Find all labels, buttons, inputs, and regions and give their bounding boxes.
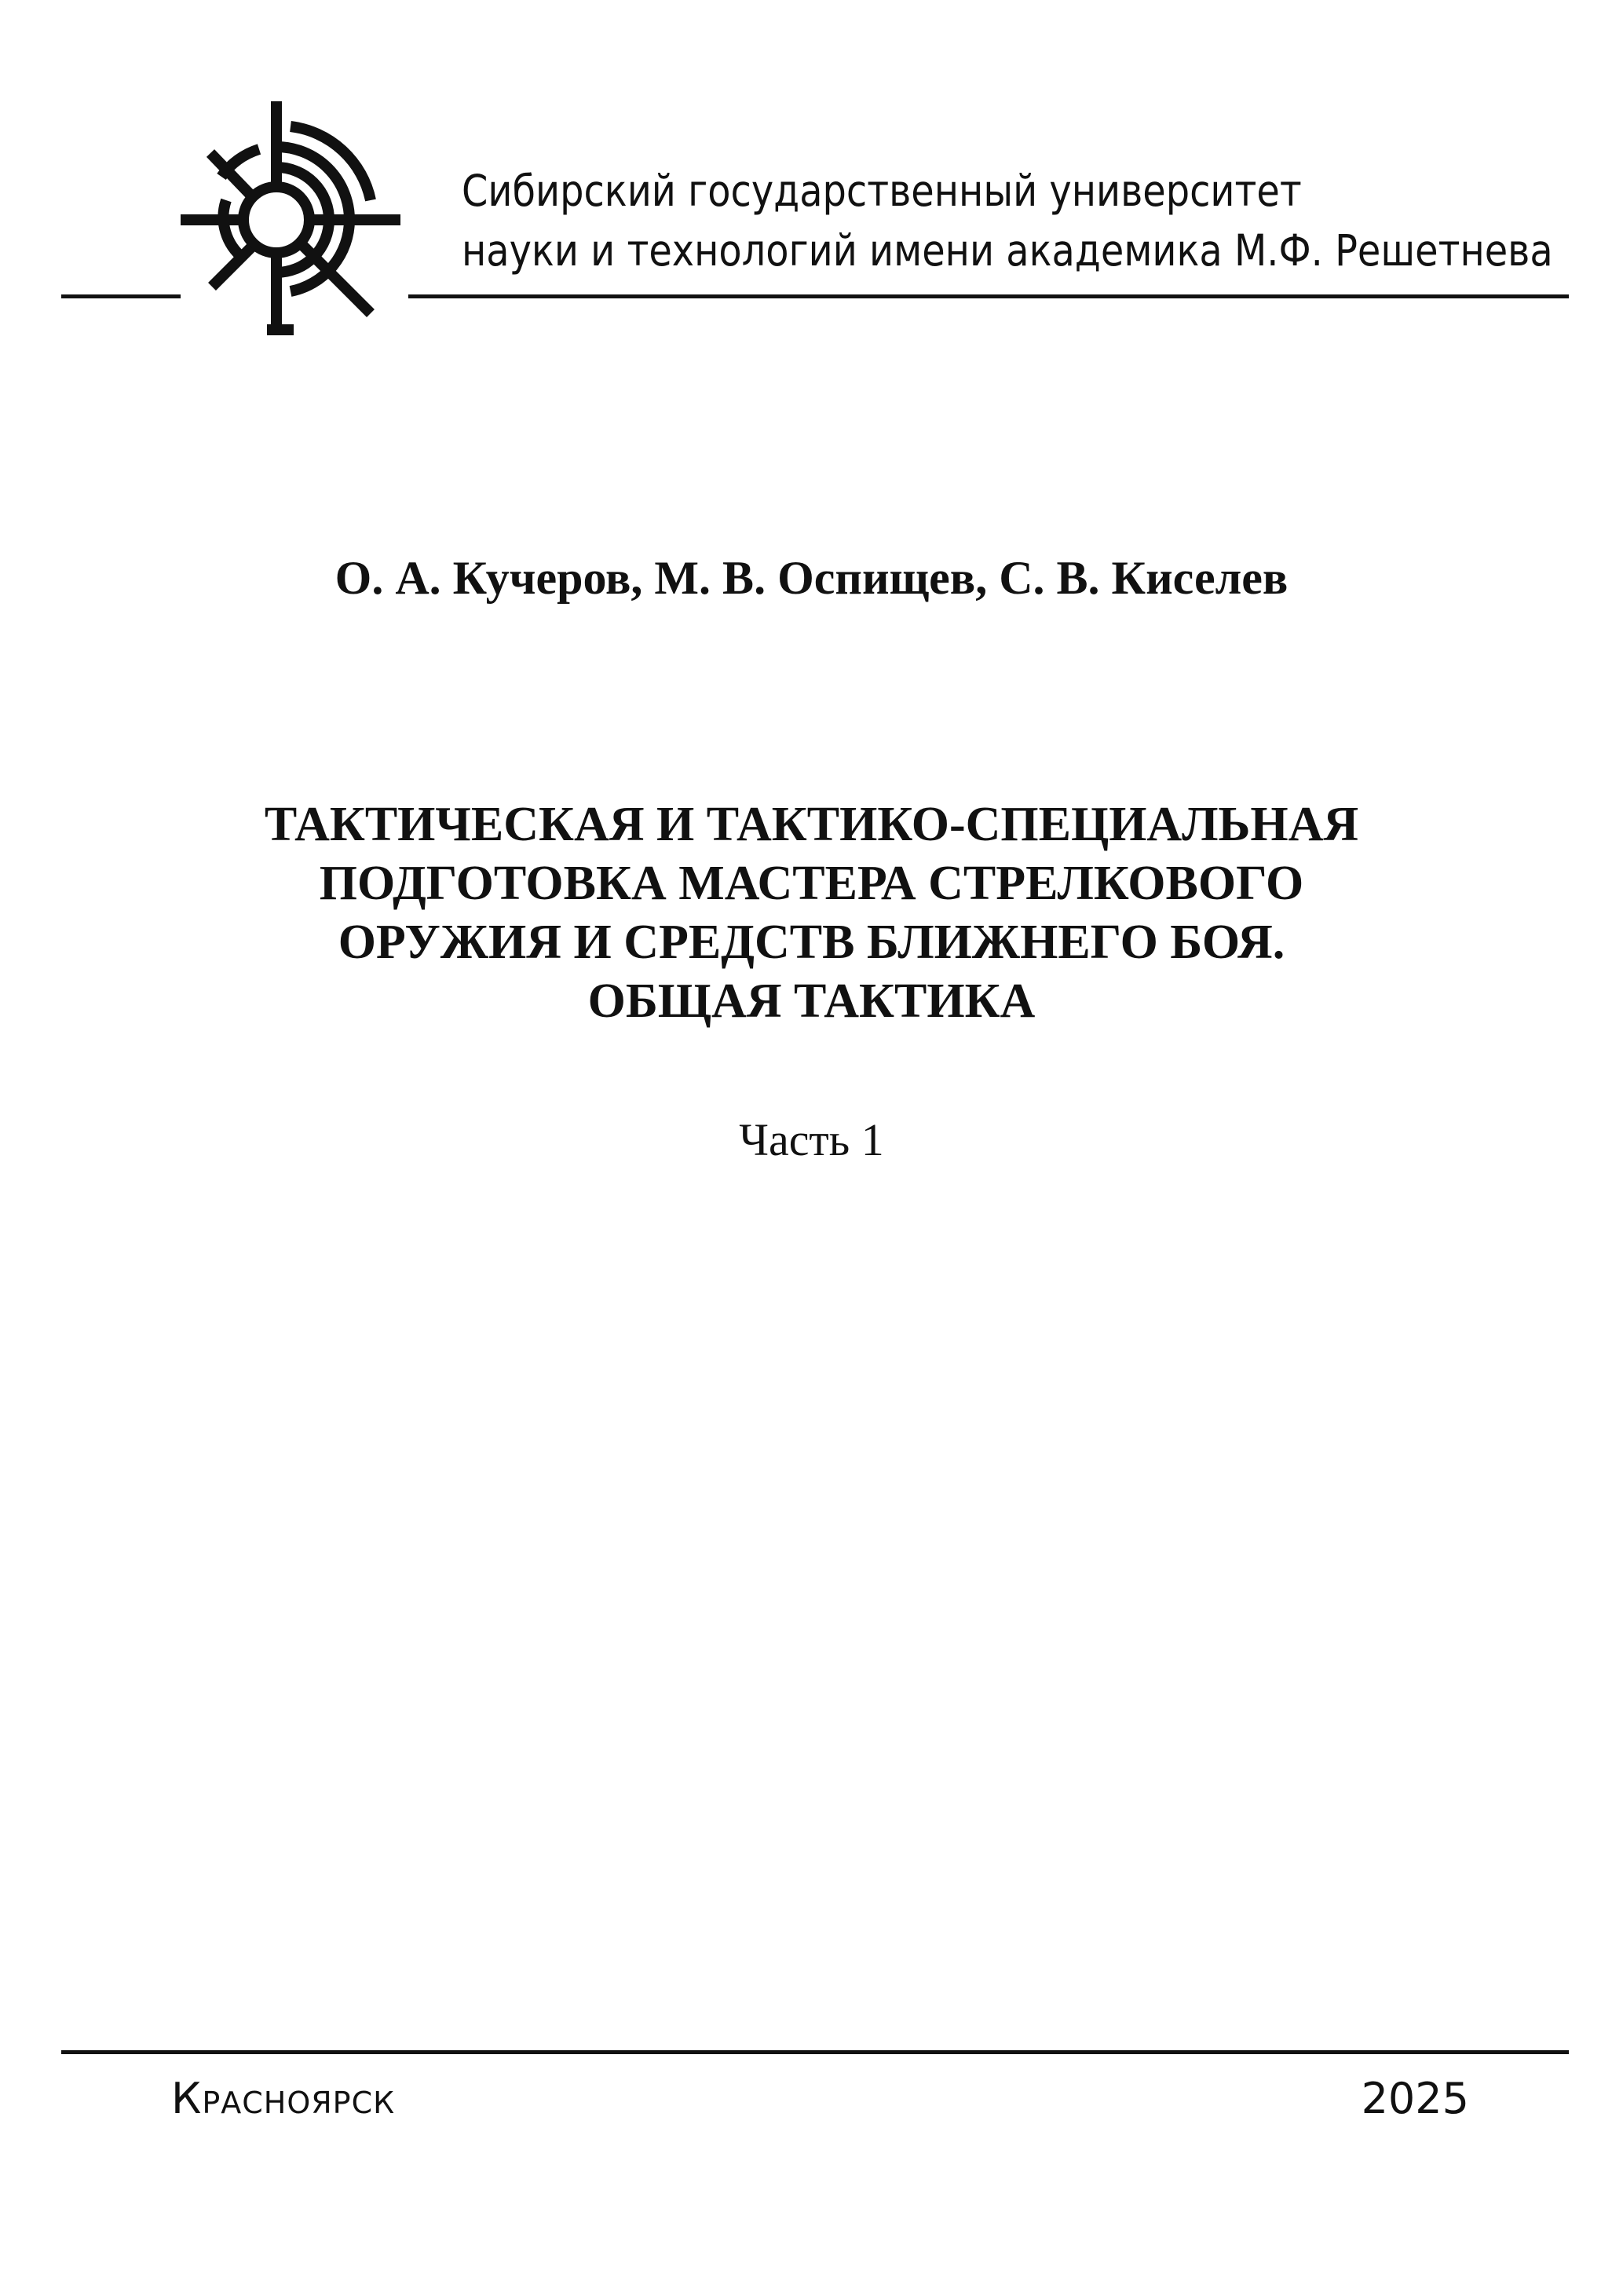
- part-number: Часть 1: [739, 1114, 884, 1165]
- header-rule-left: [61, 294, 181, 298]
- university-name-line-2: науки и технологий имени академика М.Ф. Решетнева: [462, 225, 1553, 276]
- publication-year: 2025: [1361, 2074, 1469, 2123]
- university-emblem-icon: [165, 98, 416, 349]
- university-name-line-1: Сибирский государственный университет: [462, 166, 1302, 216]
- title-line-2: ПОДГОТОВКА МАСТЕРА СТРЕЛКОВОГО: [319, 857, 1304, 910]
- publication-city: Красноярск: [171, 2074, 396, 2123]
- authors: О. А. Кучеров, М. В. Оспищев, С. В. Киселев: [334, 552, 1289, 604]
- title-line-4: ОБЩАЯ ТАКТИКА: [587, 974, 1036, 1028]
- header-rule-right: [408, 294, 1569, 298]
- book-title: [0, 795, 1623, 1031]
- footer-rule: [61, 2050, 1569, 2054]
- title-line-1: ТАКТИЧЕСКАЯ И ТАКТИКО-СПЕЦИАЛЬНАЯ: [264, 798, 1359, 851]
- title-line-3: ОРУЖИЯ И СРЕДСТВ БЛИЖНЕГО БОЯ.: [338, 916, 1285, 969]
- university-name: [462, 161, 1553, 280]
